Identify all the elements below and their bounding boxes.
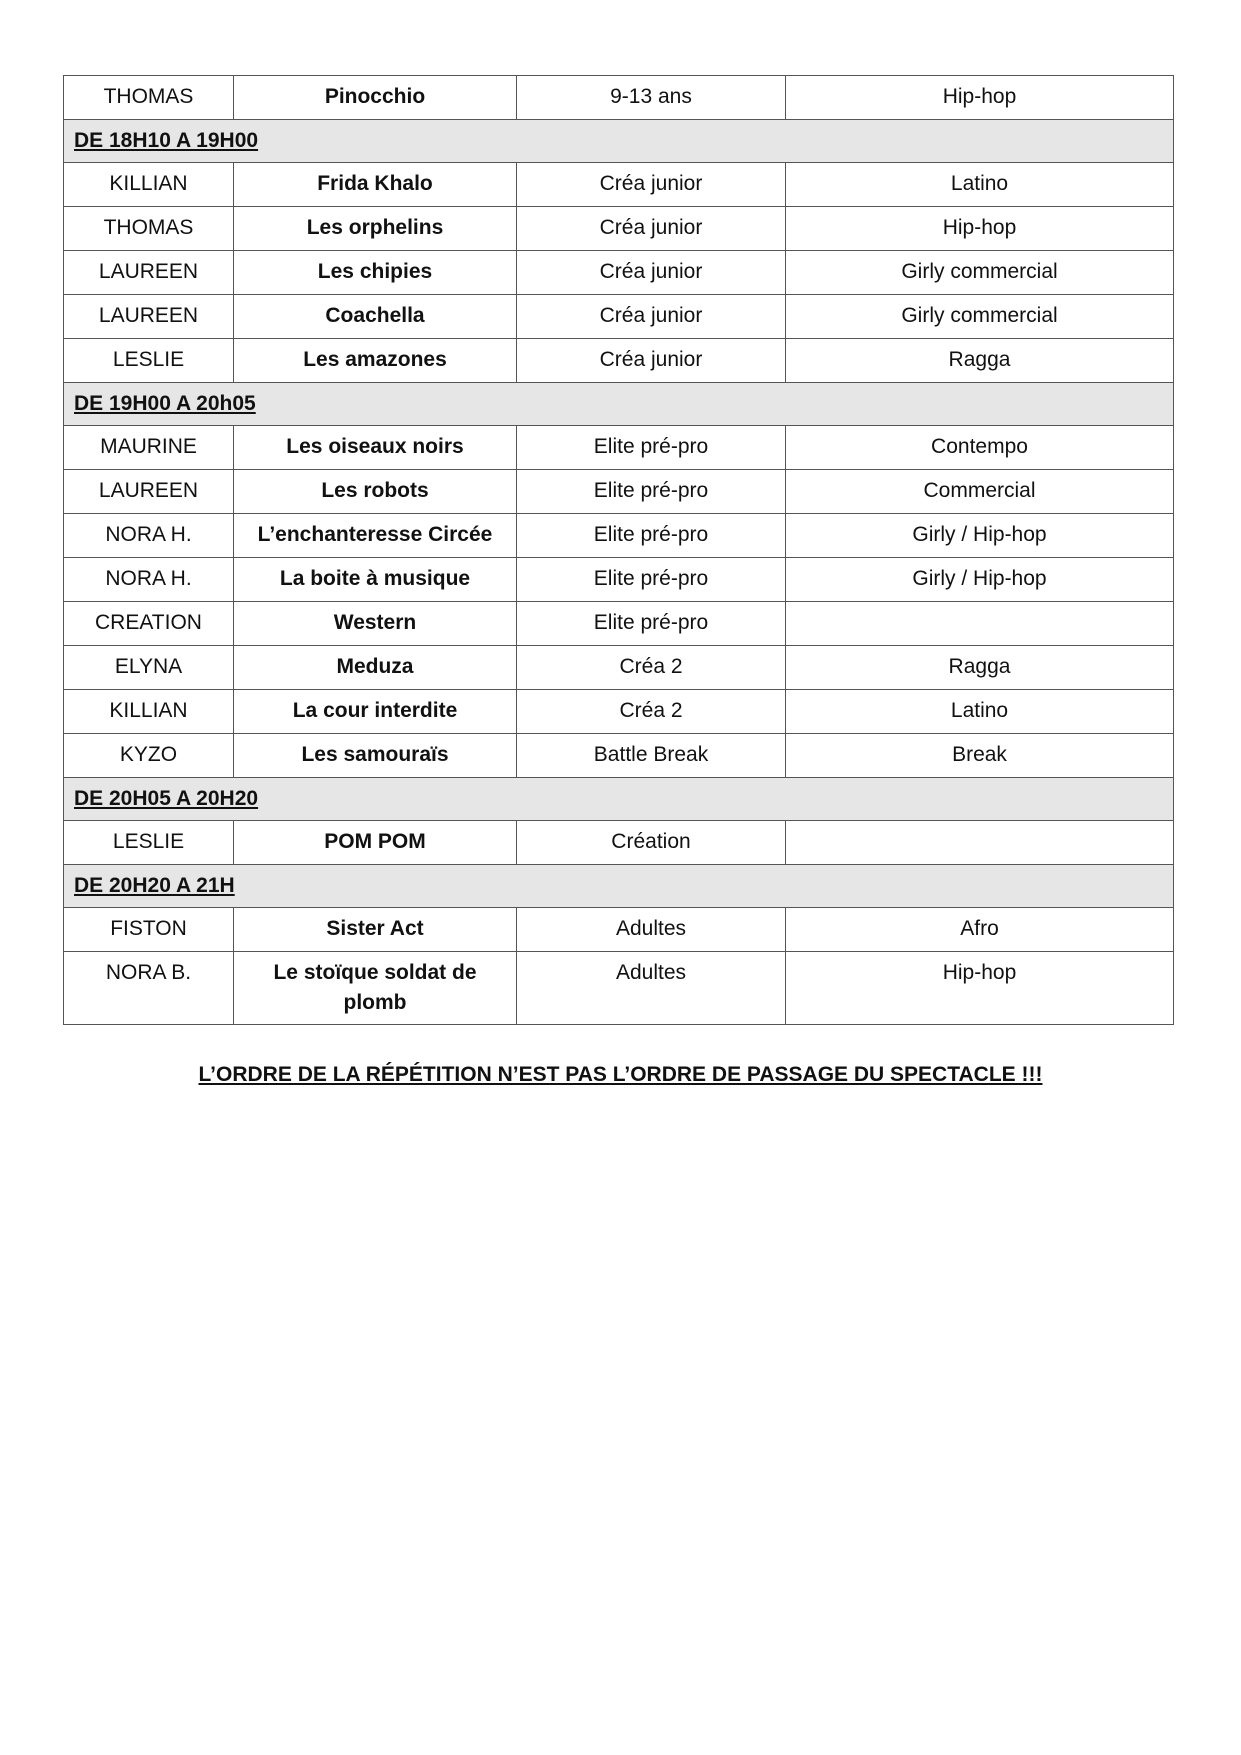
table-row	[64, 339, 1174, 383]
title-cell: Coachella	[234, 295, 517, 339]
table-row	[64, 295, 1174, 339]
table-row	[64, 76, 1174, 120]
table-row	[64, 163, 1174, 207]
time-slot-header-row	[64, 383, 1174, 426]
table-row	[64, 470, 1174, 514]
title-cell: Sister Act	[234, 908, 517, 952]
style-cell: Ragga	[786, 339, 1174, 383]
teacher-cell: MAURINE	[64, 426, 234, 470]
group-cell: Créa junior	[517, 251, 786, 295]
time-slot-header-row	[64, 120, 1174, 163]
time-slot-header	[64, 383, 1174, 426]
teacher-cell: ELYNA	[64, 646, 234, 690]
group-cell: Elite pré-pro	[517, 426, 786, 470]
time-slot-header-row	[64, 865, 1174, 908]
title-cell: Western	[234, 602, 517, 646]
title-cell: Frida Khalo	[234, 163, 517, 207]
time-slot-label: DE 20H20 A 21H	[74, 874, 235, 897]
title-cell: Les robots	[234, 470, 517, 514]
title-cell: Pinocchio	[234, 76, 517, 120]
group-cell: Créa junior	[517, 295, 786, 339]
time-slot-header	[64, 778, 1174, 821]
teacher-cell: LESLIE	[64, 339, 234, 383]
group-cell: 9-13 ans	[517, 76, 786, 120]
title-cell: Les amazones	[234, 339, 517, 383]
table-row	[64, 426, 1174, 470]
style-cell: Hip-hop	[786, 207, 1174, 251]
title-cell: Les orphelins	[234, 207, 517, 251]
table-row	[64, 207, 1174, 251]
group-cell: Adultes	[517, 908, 786, 952]
style-cell: Break	[786, 734, 1174, 778]
group-cell: Créa junior	[517, 163, 786, 207]
teacher-cell: LAUREEN	[64, 295, 234, 339]
style-cell: Contempo	[786, 426, 1174, 470]
teacher-cell: NORA H.	[64, 558, 234, 602]
title-cell: La boite à musique	[234, 558, 517, 602]
title-cell: Meduza	[234, 646, 517, 690]
teacher-cell: FISTON	[64, 908, 234, 952]
group-cell: Création	[517, 821, 786, 865]
time-slot-label: DE 20H05 A 20H20	[74, 787, 259, 810]
table-row	[64, 821, 1174, 865]
style-cell: Girly / Hip-hop	[786, 514, 1174, 558]
teacher-cell: KILLIAN	[64, 690, 234, 734]
style-cell: Girly commercial	[786, 295, 1174, 339]
teacher-cell: CREATION	[64, 602, 234, 646]
title-cell: Les chipies	[234, 251, 517, 295]
table-row	[64, 514, 1174, 558]
time-slot-header	[64, 120, 1174, 163]
time-slot-label: DE 19H00 A 20h05	[74, 392, 256, 415]
style-cell	[786, 602, 1174, 646]
time-slot-header	[64, 865, 1174, 908]
title-cell: La cour interdite	[234, 690, 517, 734]
group-cell: Adultes	[517, 952, 786, 1025]
table-row	[64, 952, 1174, 1025]
rehearsal-schedule-table	[63, 75, 1174, 1025]
table-row	[64, 734, 1174, 778]
group-cell: Elite pré-pro	[517, 602, 786, 646]
teacher-cell: THOMAS	[64, 76, 234, 120]
title-cell: Les oiseaux noirs	[234, 426, 517, 470]
table-row	[64, 602, 1174, 646]
table-row	[64, 646, 1174, 690]
teacher-cell: THOMAS	[64, 207, 234, 251]
group-cell: Elite pré-pro	[517, 514, 786, 558]
teacher-cell: KYZO	[64, 734, 234, 778]
title-cell: Le stoïque soldat de plomb	[234, 952, 517, 1025]
time-slot-header-row	[64, 778, 1174, 821]
title-cell: L’enchanteresse Circée	[234, 514, 517, 558]
teacher-cell: NORA H.	[64, 514, 234, 558]
style-cell	[786, 821, 1174, 865]
group-cell: Créa 2	[517, 690, 786, 734]
style-cell: Hip-hop	[786, 76, 1174, 120]
table-row	[64, 690, 1174, 734]
group-cell: Elite pré-pro	[517, 558, 786, 602]
style-cell: Girly commercial	[786, 251, 1174, 295]
footer-note: L’ORDRE DE LA RÉPÉTITION N’EST PAS L’ORDRE DE PASSAGE DU SPECTACLE !!!	[198, 1063, 1043, 1086]
schedule-body	[64, 76, 1174, 1025]
time-slot-label: DE 18H10 A 19H00	[74, 129, 259, 152]
table-row	[64, 251, 1174, 295]
group-cell: Battle Break	[517, 734, 786, 778]
teacher-cell: LAUREEN	[64, 251, 234, 295]
group-cell: Elite pré-pro	[517, 470, 786, 514]
table-row	[64, 908, 1174, 952]
teacher-cell: LAUREEN	[64, 470, 234, 514]
style-cell: Latino	[786, 163, 1174, 207]
teacher-cell: KILLIAN	[64, 163, 234, 207]
style-cell: Ragga	[786, 646, 1174, 690]
title-cell: Les samouraïs	[234, 734, 517, 778]
teacher-cell: LESLIE	[64, 821, 234, 865]
style-cell: Latino	[786, 690, 1174, 734]
table-row	[64, 558, 1174, 602]
style-cell: Afro	[786, 908, 1174, 952]
style-cell: Girly / Hip-hop	[786, 558, 1174, 602]
style-cell: Commercial	[786, 470, 1174, 514]
title-cell: POM POM	[234, 821, 517, 865]
style-cell: Hip-hop	[786, 952, 1174, 1025]
group-cell: Créa junior	[517, 207, 786, 251]
teacher-cell: NORA B.	[64, 952, 234, 1025]
group-cell: Créa junior	[517, 339, 786, 383]
group-cell: Créa 2	[517, 646, 786, 690]
